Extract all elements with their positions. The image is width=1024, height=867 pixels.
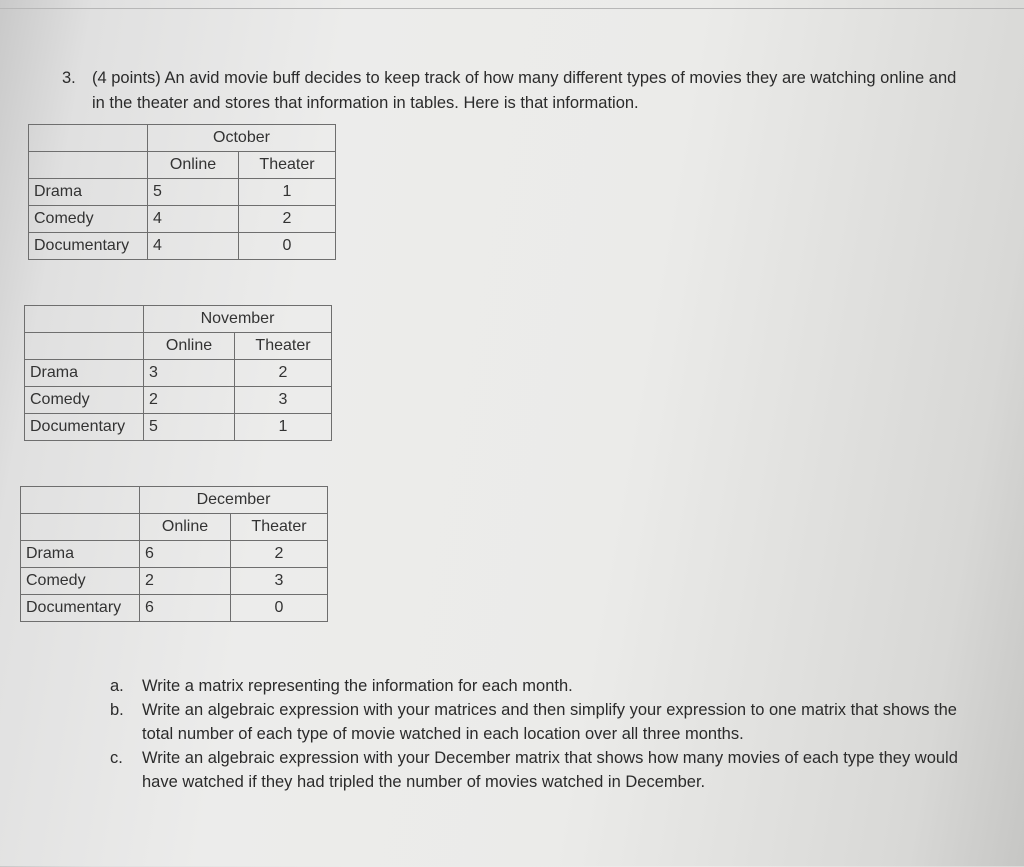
online-value: 6 [140, 595, 231, 622]
online-value: 4 [148, 206, 239, 233]
part-a [110, 674, 970, 698]
online-value: 3 [144, 360, 235, 387]
row-label: Comedy [21, 568, 140, 595]
table-row [21, 568, 328, 595]
part-b [110, 698, 970, 746]
table-row [21, 541, 328, 568]
online-header: Online [148, 152, 239, 179]
theater-value: 0 [231, 595, 328, 622]
online-value: 2 [144, 387, 235, 414]
table-row [29, 206, 336, 233]
month-title: November [144, 306, 332, 333]
online-header: Online [144, 333, 235, 360]
theater-value: 3 [231, 568, 328, 595]
header-blank-cell [29, 152, 148, 179]
theater-header: Theater [231, 514, 328, 541]
theater-value: 0 [239, 233, 336, 260]
part-text: Write an algebraic expression with your matrices and then simplify your expression to one matrix that shows the total number of each type of movie watched in each location over all three months. [142, 701, 957, 743]
header-blank-cell [21, 514, 140, 541]
month-title: October [148, 125, 336, 152]
month-title: December [140, 487, 328, 514]
part-text: Write a matrix representing the information for each month. [142, 677, 573, 695]
row-label: Comedy [25, 387, 144, 414]
online-value: 5 [148, 179, 239, 206]
row-label: Comedy [29, 206, 148, 233]
online-header: Online [140, 514, 231, 541]
row-label: Drama [21, 541, 140, 568]
october-table [28, 124, 336, 260]
table-row [29, 179, 336, 206]
header-blank-cell [25, 333, 144, 360]
table-row [25, 387, 332, 414]
theater-value: 1 [239, 179, 336, 206]
part-letter: b. [110, 701, 124, 719]
table-row [25, 414, 332, 441]
table-row [25, 360, 332, 387]
part-letter: a. [110, 677, 124, 695]
row-label: Documentary [29, 233, 148, 260]
row-label: Drama [29, 179, 148, 206]
theater-value: 2 [239, 206, 336, 233]
table-row [29, 233, 336, 260]
theater-value: 2 [231, 541, 328, 568]
table-corner-cell [25, 306, 144, 333]
table-corner-cell [21, 487, 140, 514]
part-text: Write an algebraic expression with your December matrix that shows how many movies of each type they would have watched if they had tripled the number of movies watched in December. [142, 749, 958, 791]
row-label: Documentary [25, 414, 144, 441]
theater-header: Theater [235, 333, 332, 360]
row-label: Documentary [21, 595, 140, 622]
question-3 [62, 66, 962, 116]
theater-value: 1 [235, 414, 332, 441]
question-parts [110, 674, 970, 794]
theater-value: 3 [235, 387, 332, 414]
question-number: 3. [62, 69, 76, 87]
december-table [20, 486, 328, 622]
online-value: 6 [140, 541, 231, 568]
online-value: 5 [144, 414, 235, 441]
row-label: Drama [25, 360, 144, 387]
part-letter: c. [110, 749, 123, 767]
table-row [21, 595, 328, 622]
table-corner-cell [29, 125, 148, 152]
online-value: 4 [148, 233, 239, 260]
theater-header: Theater [239, 152, 336, 179]
theater-value: 2 [235, 360, 332, 387]
november-table [24, 305, 332, 441]
online-value: 2 [140, 568, 231, 595]
part-c [110, 746, 970, 794]
question-text: (4 points) An avid movie buff decides to keep track of how many different types of movies they are watching online and in the theater and stores that information in tables. Here is that information. [92, 69, 957, 112]
